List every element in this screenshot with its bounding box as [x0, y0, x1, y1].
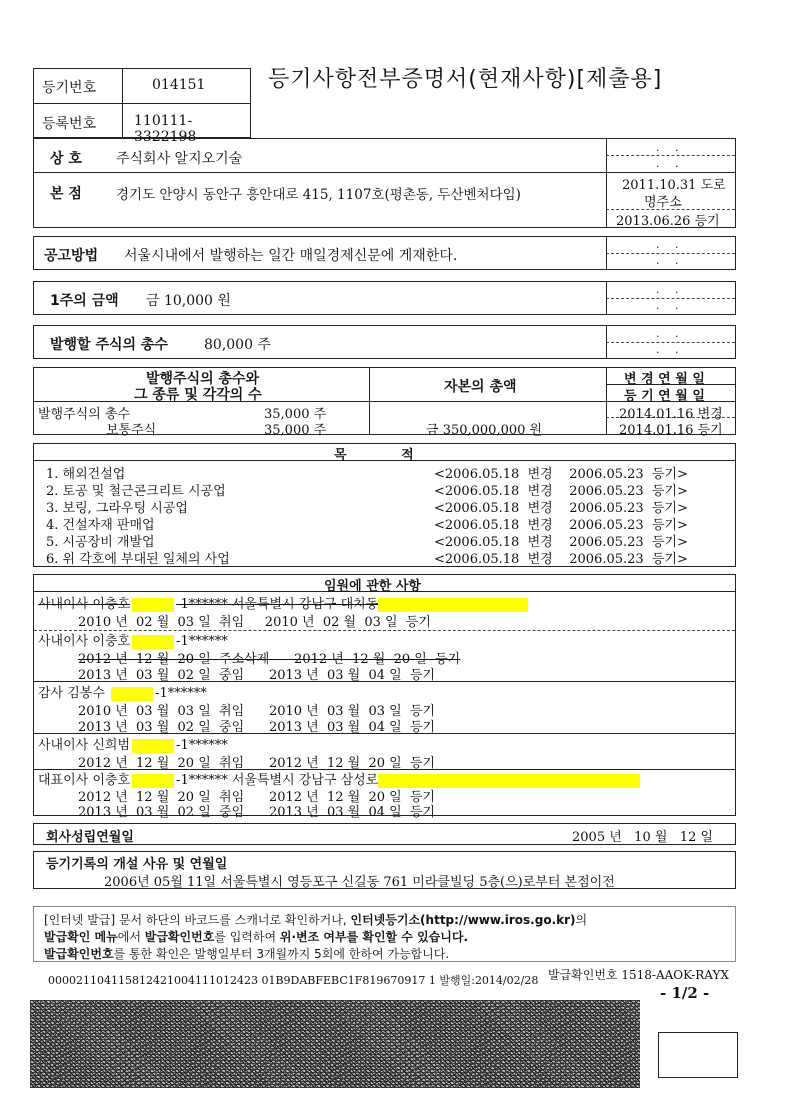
officers-box: [33, 574, 736, 820]
officer-3-name: [38, 682, 207, 701]
notice-line-3b: 를 통한 확인은 발행일부터 3개월까지 5회에 한하여 가능합니다.: [113, 947, 450, 961]
purpose-item: 1. 해외건설업: [46, 467, 126, 482]
reg-number-box: [33, 68, 251, 145]
redaction-mark: [132, 739, 174, 753]
founding-label: 회사성립연월일: [46, 830, 134, 845]
officer-5-tail: -1****** 서울특별시 강남구 삼성로: [176, 773, 379, 788]
capital-value: 금 350,000,000 원: [426, 423, 543, 438]
announce-dots-1: . .: [656, 238, 685, 251]
purpose-item-note: <2006.05.18 변경 2006.05.23 등기>: [434, 552, 688, 567]
purpose-item-note: <2006.05.18 변경 2006.05.23 등기>: [434, 501, 688, 516]
par-value-label: 1주의 금액: [50, 293, 119, 309]
notice-line-2: [44, 928, 468, 945]
id-no-value: 110111-3322198: [134, 113, 197, 145]
purpose-item: 3. 보링, 그라우팅 시공업: [46, 501, 188, 516]
founding-value: 2005 년 10 월 12 일: [572, 830, 714, 845]
shares-row1-label: 발행주식의 총수: [38, 407, 131, 422]
officer-2-line-1: 2012 년 12 월 20 일 주소삭제 2012 년 12 월 20 일 등기: [78, 652, 461, 667]
head-office-value: 경기도 안양시 동안구 흥안대로 415, 1107호(평촌동, 두산벤처다임): [116, 187, 521, 203]
officers-header: 임원에 관한 사항: [324, 579, 421, 594]
notice-line-2b: 에서: [117, 930, 145, 944]
redaction-mark: [132, 598, 174, 612]
company-dots-2: . .: [656, 157, 685, 170]
officer-4-line-1: 2012 년 12 월 20 일 취임 2012 년 12 월 20 일 등기: [78, 756, 436, 771]
head-office-note-2: 명주소: [644, 195, 682, 210]
issue-number: 발급확인번호 1518-AAOK-RAYX: [548, 968, 729, 982]
officer-5-line-1: 2012 년 12 월 20 일 취임 2012 년 12 월 20 일 등기: [78, 790, 436, 805]
reg-record-box: [33, 851, 736, 889]
authorized-dots-2: . .: [656, 343, 685, 356]
notice-line-2d: 를 입력하여: [214, 930, 280, 944]
announce-box: [33, 236, 736, 270]
authorized-dots-1: . .: [656, 327, 685, 340]
par-value-value: 금 10,000 원: [146, 293, 231, 309]
reg-record-value: 2006년 05월 11일 서울특별시 영등포구 신길동 761 미라클빌딩 5층(으)로부터 본점이전: [104, 875, 615, 890]
officer-4-name: [38, 734, 228, 753]
announce-value: 서울시내에서 발행하는 일간 매일경제신문에 게재한다.: [124, 248, 458, 264]
announce-dots-2: . .: [656, 254, 685, 267]
founding-box: [33, 823, 736, 845]
head-office-note-3: 2013.06.26 등기: [616, 214, 720, 229]
company-label: 상 호: [50, 151, 82, 167]
barcode-image: [30, 1000, 640, 1088]
officer-3-line-1: 2010 년 03 월 03 일 취임 2010 년 03 월 03 일 등기: [78, 704, 436, 719]
shares-header-1b: 그 종류 및 각각의 수: [134, 387, 262, 403]
notice-line-1c: 의: [575, 913, 588, 927]
shares-box: [33, 367, 736, 438]
officer-1-tail: -1****** 서울특별시 강남구 대치동: [176, 597, 379, 612]
notice-line-2e: 위·변조 여부를 확인할 수 있습니다.: [279, 930, 469, 944]
shares-header-3a: 변 경 연 월 일: [624, 372, 705, 387]
shares-header-3b: 등 기 연 월 일: [624, 389, 705, 404]
par-dots-1: . .: [656, 283, 685, 296]
purpose-item: 5. 시공장비 개발업: [46, 535, 155, 550]
officer-2-line-2: 2013 년 03 월 02 일 중임 2013 년 03 월 04 일 등기: [78, 668, 436, 683]
officer-3-name-text: 감사 김봉수: [38, 686, 105, 701]
officer-2-name: [38, 630, 228, 649]
notice-line-3: [44, 945, 449, 962]
purpose-box: [33, 443, 736, 567]
shares-row2-label: 보통주식: [106, 423, 157, 438]
redaction-mark: [111, 687, 153, 701]
purpose-item-note: <2006.05.18 변경 2006.05.23 등기>: [434, 535, 688, 550]
purpose-item-note: <2006.05.18 변경 2006.05.23 등기>: [434, 484, 688, 499]
notice-line-3a: 발급확인번호: [44, 947, 114, 961]
page-number: - 1/2 -: [660, 984, 710, 1002]
redaction-mark: [132, 635, 174, 649]
purpose-item-note: <2006.05.18 변경 2006.05.23 등기>: [434, 467, 688, 482]
officer-5-name-text: 대표이사 이충호: [38, 773, 131, 788]
purpose-item-note: <2006.05.18 변경 2006.05.23 등기>: [434, 518, 688, 533]
notice-line-1b: 인터넷등기소(http://www.iros.go.kr): [350, 913, 576, 927]
notice-box: [33, 906, 736, 962]
officer-5-line-2: 2013 년 03 월 02 일 중임 2013 년 03 월 04 일 등기: [78, 805, 436, 820]
officer-1-name: [38, 593, 528, 612]
officer-2-tail: -1******: [176, 634, 228, 649]
officer-4-name-text: 사내이사 신희범: [38, 738, 131, 753]
officer-1-line-1: 2010 년 02 월 03 일 취임 2010 년 02 월 03 일 등기: [78, 615, 431, 630]
announce-label: 공고방법: [44, 248, 99, 264]
notice-line-2a: 발급확인 메뉴: [44, 930, 118, 944]
company-box: [33, 138, 736, 228]
reg-record-label: 등기기록의 개설 사유 및 연월일: [46, 857, 228, 872]
redaction-mark: [378, 598, 528, 612]
par-dots-2: . .: [656, 299, 685, 312]
shares-header-2: 자본의 총액: [444, 379, 517, 395]
par-value-box: [33, 281, 736, 315]
shares-row1-value: 35,000 주: [264, 407, 327, 422]
notice-line-1a: [인터넷 발급] 문서 하단의 바코드를 스캐너로 확인하거나,: [44, 913, 351, 927]
head-office-note-1: 2011.10.31 도로: [622, 178, 726, 193]
notice-line-1: [44, 911, 587, 928]
shares-row2-value: 35,000 주: [264, 423, 327, 438]
stamp-box: [658, 1032, 738, 1078]
purpose-header: 목 적: [334, 448, 414, 463]
shares-header-1a: 발행주식의 총수와: [146, 371, 260, 387]
officer-3-tail: -1******: [155, 686, 207, 701]
authorized-label: 발행할 주식의 총수: [50, 337, 168, 353]
shares-date-1: 2014.01.16 변경: [619, 407, 723, 422]
officer-3-line-2: 2013 년 03 월 02 일 중임 2013 년 03 월 04 일 등기: [78, 720, 436, 735]
purpose-item: 2. 토공 및 철근콘크리트 시공업: [46, 484, 226, 499]
reg-no-label: 등기번호: [42, 80, 97, 96]
barcode-text: 000021104115812421004111012423 01B9DABFEBC1F819670917 1 발행일:2014/02/28: [48, 974, 539, 987]
company-dots-1: . .: [656, 141, 685, 154]
page-title: 등기사항전부증명서(현재사항)[제출용]: [268, 67, 663, 92]
purpose-item: 6. 위 각호에 부대된 일체의 사업: [46, 552, 230, 567]
shares-date-2: 2014.01.16 등기: [619, 423, 723, 438]
purpose-item: 4. 건설자재 판매업: [46, 518, 155, 533]
id-no-label: 등록번호: [42, 116, 97, 132]
reg-no-value: 014151: [152, 77, 206, 93]
company-value: 주식회사 알지오기술: [116, 151, 243, 167]
authorized-box: [33, 325, 736, 359]
officer-4-tail: -1******: [176, 738, 228, 753]
notice-line-2c: 발급확인번호: [144, 930, 215, 944]
officer-2-name-text: 사내이사 이충호: [38, 634, 131, 649]
officer-1-name-text: 사내이사 이충호: [38, 597, 131, 612]
head-office-label: 본 점: [50, 186, 82, 202]
authorized-value: 80,000 주: [204, 337, 271, 353]
